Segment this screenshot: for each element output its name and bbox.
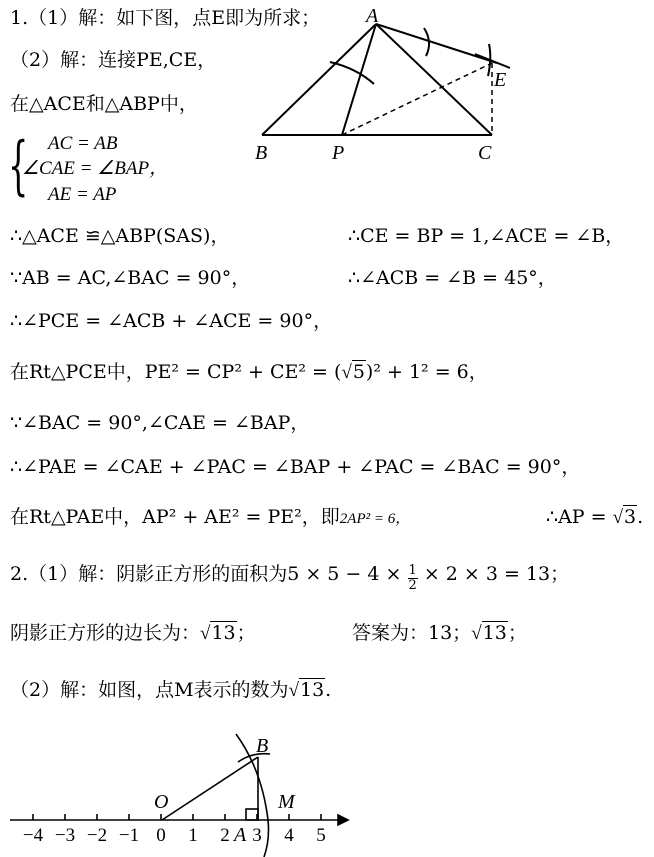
tick-label: −3: [54, 825, 76, 846]
p2-line2a: 阴影正方形的边长为：: [10, 622, 201, 644]
p1-line4b: ∴CE = BP = 1,∠ACE = ∠B，: [348, 225, 625, 247]
p1-line3: 在△ACE和△ABP中，: [10, 93, 198, 115]
tick-label: 5: [316, 825, 326, 846]
p2-line2c-sqrt: 13: [482, 622, 507, 644]
tick-label: −4: [22, 825, 44, 846]
p1-line10b: 2AP² = 6，: [339, 511, 411, 527]
p2-line1: [10, 562, 569, 593]
label-A: A: [366, 5, 379, 27]
p2-line3b: .: [325, 679, 332, 701]
label-A2: A: [234, 824, 247, 846]
label-E: E: [494, 69, 507, 91]
p1-line10-end: ∴AP = √3.: [546, 506, 644, 528]
tick-label: −2: [86, 825, 108, 846]
tick-label: 2: [220, 825, 230, 846]
p1-line10end: .: [637, 506, 644, 528]
p1-line10c: ∴AP =: [546, 506, 613, 528]
tick-label: 0: [156, 825, 166, 846]
system-eq1: AC = AB: [48, 133, 118, 154]
p2-line3: （2）解：如图，点M表示的数为√13.: [10, 679, 332, 701]
p1-line10: [10, 505, 410, 531]
system-eq2: ∠CAE = ∠BAP，: [22, 158, 169, 179]
p1-line9: ∴∠PAE = ∠CAE + ∠PAC = ∠BAP + ∠PAC = ∠BAC = 90°，: [10, 456, 581, 478]
p1-line4a: ∴△ACE ≌△ABP(SAS)，: [10, 225, 230, 247]
p2-line2c: 答案为：13；: [352, 622, 472, 644]
p1-line7: 在Rt△PCE中，PE² = CP² + CE² = (√5)² + 1² = 6，: [10, 361, 488, 383]
p1-line5b: ∴∠ACB = ∠B = 45°，: [348, 267, 557, 289]
number-line-figure: [0, 730, 654, 857]
fraction-half: $\frac{1}{2}$: [408, 563, 417, 593]
label-B: B: [255, 142, 268, 164]
p2-line1b: × 2 × 3 = 13；: [423, 563, 570, 585]
p1-line1: 1.（1）解：如下图，点E即为所求；: [10, 7, 321, 29]
system-brace: {: [8, 129, 29, 203]
label-C: C: [478, 142, 492, 164]
p2-line2: 阴影正方形的边长为：√13；: [10, 622, 256, 644]
tick-label: 4: [284, 825, 294, 846]
p2-line2b: ；: [236, 622, 256, 644]
p2-line3a: （2）解：如图，点M表示的数为: [10, 679, 289, 701]
p1-line7a: 在Rt△PCE中，PE² = CP² + CE² = (: [10, 361, 342, 383]
p2-line2-sqrt: 13: [211, 622, 236, 644]
p2-line2d: ；: [507, 622, 527, 644]
tick-label: 3: [252, 825, 262, 846]
label-O: O: [154, 791, 169, 813]
tick-label: 1: [188, 825, 198, 846]
label-P: P: [332, 142, 345, 164]
p2-line3-sqrt: 13: [299, 679, 325, 701]
p1-line8: ∵∠BAC = 90°,∠CAE = ∠BAP，: [10, 412, 310, 434]
system-eq3: AE = AP: [48, 184, 117, 205]
tick-label: −1: [118, 825, 140, 846]
p1-line7b: )² + 1² = 6，: [365, 361, 488, 383]
p2-line1a: 2.（1）解：阴影正方形的面积为5 × 5 − 4 ×: [10, 563, 402, 585]
p1-line10a: 在Rt△PAE中，AP² + AE² = PE²，即: [10, 506, 340, 528]
label-M: M: [278, 791, 295, 813]
p1-line2: （2）解：连接PE,CE，: [10, 49, 217, 71]
label-B2: B: [256, 735, 269, 757]
p1-line6: ∴∠PCE = ∠ACB + ∠ACE = 90°，: [10, 310, 333, 332]
p1-line7-sqrt: 5: [352, 361, 365, 383]
p1-line10-sqrt: 3: [624, 506, 637, 528]
p1-line5a: ∵AB = AC,∠BAC = 90°，: [10, 267, 251, 289]
p2-line2-answer: 答案为：13；√13；: [352, 622, 527, 644]
